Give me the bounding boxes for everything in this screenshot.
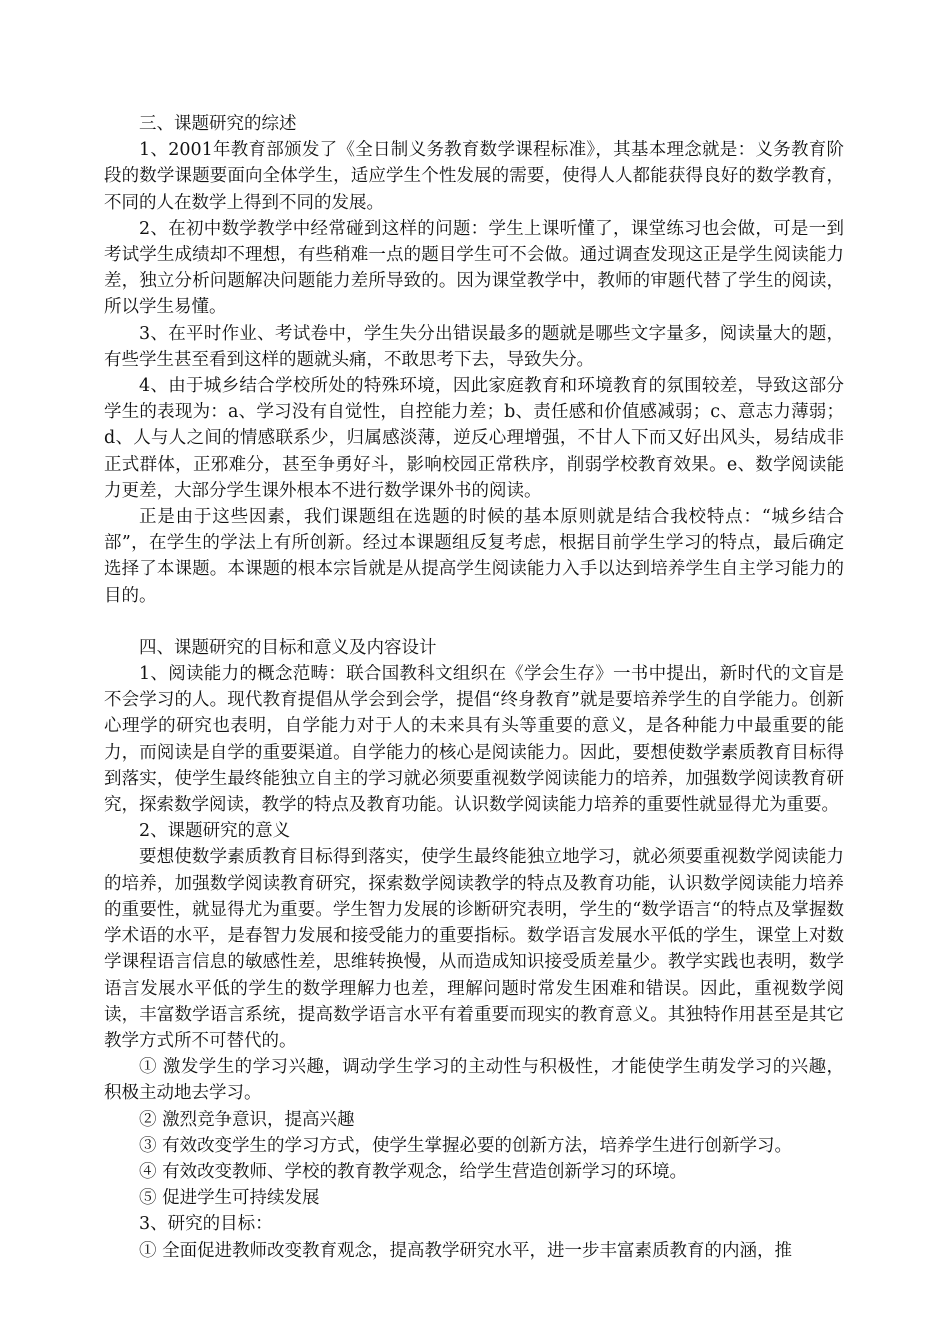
section-3-paragraph-5: 正是由于这些因素，我们课题组在选题的时候的基本原则就是结合我校特点：“城乡结合部”，在学生的学法上有所创新。经过本课题组反复考虑，根据目前学生学习的特点，最后确定选择了本课题。本课题的根本宗旨就是从提高学生阅读能力入手以达到培养学生自主学习能力的目的。 [104,507,844,606]
section-3-paragraph-4: 4、由于城乡结合学校所处的特殊环境，因此家庭教育和环境教育的氛围较差，导致这部分学生的表现为：a、学习没有自觉性，自控能力差；b、责任感和价值感减弱；c、意志力薄弱；d、人与人之间的情感联系少，归属感淡薄，逆反心理增强，不甘人下而又好出风头，易结成非正式群体，正邪难分，甚至争勇好斗，影响校园正常秩序，削弱学校教育效果。e、数学阅读能力更差，大部分学生课外根本不进行数学课外书的阅读。 [104,376,844,501]
list-item: ① 激发学生的学习兴趣，调动学生学习的主动性与积极性，才能使学生萌发学习的兴趣，积极主动地去学习。 [104,1057,844,1104]
section-3-paragraph-2: 2、在初中数学教学中经常碰到这样的问题：学生上课听懂了，课堂练习也会做，可是一到考试学生成绩却不理想，有些稍难一点的题目学生可不会做。通过调查发现这正是学生阅读能力差，独立分析问题解决问题能力差所导致的。因为课堂教学中，教师的审题代替了学生的阅读，所以学生易懂。 [104,218,844,318]
list-item: ⑤ 促进学生可持续发展 [139,1188,320,1209]
section-4-paragraph-1: 1、阅读能力的概念范畴：联合国教科文组织在《学会生存》一书中提出，新时代的文盲是不会学习的人。现代教育提倡从学会到会学，提倡“终身教育”就是要培养学生的自学能力。创新心理学的研究也表明，自学能力对于人的未来具有头等重要的意义，是各种能力中最重要的能力，而阅读是自学的重要渠道。自学能力的核心是阅读能力。因此，要想使数学素质教育目标得到落实，使学生最终能独立自主的学习就必须要重视数学阅读能力的培养，加强数学阅读教育研究，探索数学阅读，教学的特点及教育功能。认识数学阅读能力培养的重要性就显得尤为重要。 [104,664,844,816]
section-3-heading: 三、课题研究的综述 [139,114,297,134]
section-3-paragraph-3: 3、在平时作业、考试卷中，学生失分出错误最多的题就是哪些文字量多，阅读量大的题，有些学生甚至看到这样的题就头痛，不敢思考下去，导致失分。 [104,323,844,370]
section-4-subheading-2: 2、课题研究的意义 [139,821,291,842]
section-4-heading: 四、课题研究的目标和意义及内容设计 [139,637,437,658]
section-gap [104,609,844,635]
section-3-paragraph-1: 1、2001年教育部颁发了《全日制义务教育数学课程标准》，其基本理念就是：义务教育阶段的数学课题要面向全体学生，适应学生个性发展的需要，使得人人都能获得良好的数学教育，不同的人在数学上得到不同的发展。 [104,140,844,213]
section-4-paragraph-2: 要想使数学素质教育目标得到落实，使学生最终能独立地学习，就必须要重视数学阅读能力的培养，加强数学阅读教育研究，探索数学阅读教学的特点及教育功能，认识数学阅读能力培养的重要性，就显得尤为重要。学生智力发展的诊断研究表明，学生的“数学语言“的特点及掌握数学术语的水平，是春智力发展和接受能力的重要指标。数学语言发展水平低的学生，课堂上对数学课程语言信息的敏感性差，思维转换慢，从而造成知识接受质差量少。教学实践也表明，数学语言发展水平低的学生的数学理解力也差，理解问题时常发生困难和错误。因此，重视数学阅读，丰富数学语言系统，提高数学语言水平有着重要而现实的教育意义。其独特作用甚至是其它教学方式所不可替代的。 [104,847,844,1051]
section-4-subheading-3: 3、研究的目标： [139,1214,273,1235]
list-item: ② 激烈竞争意识，提高兴趣 [139,1109,355,1130]
document-page [104,111,844,1264]
list-item: ④ 有效改变教师、学校的教育教学观念，给学生营造创新学习的环境。 [139,1161,688,1182]
list-item: ③ 有效改变学生的学习方式，使学生掌握必要的创新方法，培养学生进行创新学习。 [139,1135,793,1156]
list-item: ① 全面促进教师改变教育观念，提高教学研究水平，进一步丰富素质教育的内涵，推 [139,1240,793,1261]
